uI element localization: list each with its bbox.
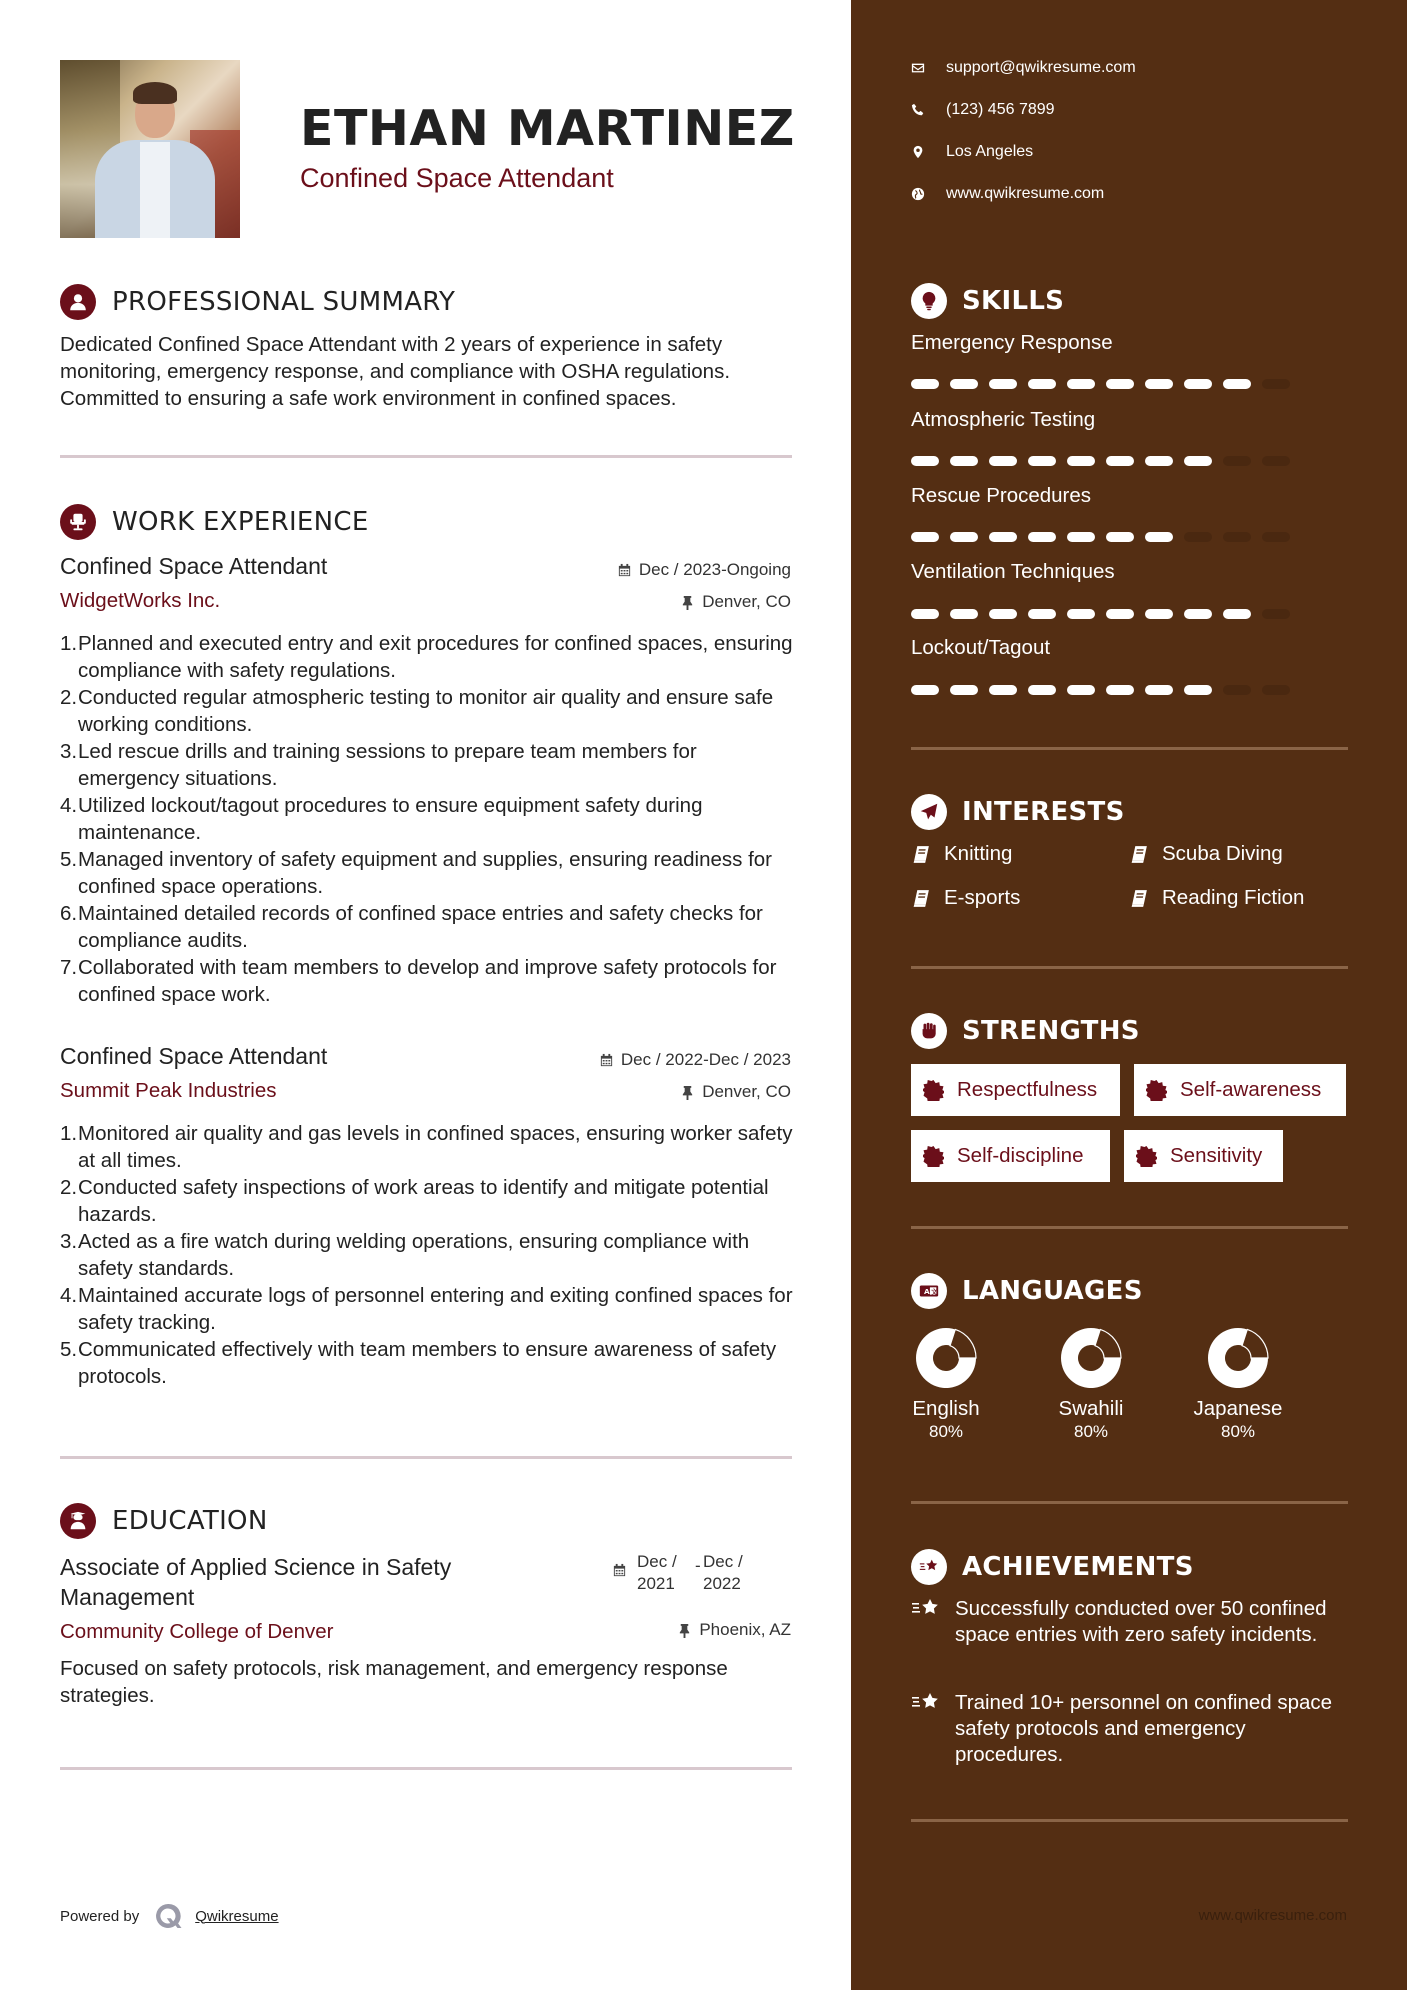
skill-segment — [1106, 609, 1134, 619]
language-donut-chart — [1206, 1326, 1270, 1390]
skill-segment — [1106, 379, 1134, 389]
date-separator: - — [695, 1556, 701, 1575]
language-name: Japanese — [1193, 1397, 1283, 1420]
job-location-text: Denver, CO — [702, 1082, 791, 1101]
section-title: INTERESTS — [962, 797, 1125, 827]
language-donut-chart — [914, 1326, 978, 1390]
list-item: 2. Conducted safety inspections of work areas to identify and mitigate potential hazards. — [60, 1176, 769, 1226]
job-company: WidgetWorks Inc. — [60, 589, 221, 612]
skill-segment — [1184, 685, 1212, 695]
calendar-icon — [612, 1563, 627, 1578]
language-item — [1041, 1326, 1141, 1443]
job-location — [680, 1082, 791, 1102]
fist-icon — [911, 1013, 947, 1049]
education-location — [677, 1620, 791, 1640]
list-item: 3. Led rescue drills and training sessions to prepare team members for emergency situations. — [60, 740, 697, 790]
skill-segment — [1223, 685, 1251, 695]
contact-website-text: www.qwikresume.com — [946, 185, 1105, 202]
degree-title: Associate of Applied Science in Safety Management — [60, 1554, 452, 1610]
skill-segment — [1262, 532, 1290, 542]
footer-url: www.qwikresume.com — [1198, 1907, 1347, 1924]
job-dates — [599, 1050, 791, 1070]
sidebar — [851, 0, 1407, 1990]
candidate-title: Confined Space Attendant — [300, 163, 614, 193]
skill-rating-bar — [911, 685, 1301, 695]
badge-icon — [1146, 1080, 1167, 1101]
list-item: 4. Utilized lockout/tagout procedures to ensure equipment safety during maintenance. — [60, 794, 703, 844]
strength-chip — [1134, 1064, 1346, 1116]
qwikresume-link[interactable]: Qwikresume — [195, 1907, 279, 1925]
contact-phone-text: (123) 456 7899 — [946, 101, 1055, 118]
job-location-text: Denver, CO — [702, 592, 791, 611]
book-icon — [1129, 888, 1150, 909]
lightbulb-icon — [911, 283, 947, 319]
envelope-icon — [911, 61, 925, 75]
job-responsibilities — [60, 1120, 795, 1390]
section-title: ACHIEVEMENTS — [962, 1552, 1194, 1582]
language-name: Swahili — [1058, 1397, 1124, 1420]
phone-icon — [911, 103, 925, 117]
skill-segment — [1184, 609, 1212, 619]
skill-segment — [1106, 532, 1134, 542]
section-title: STRENGTHS — [962, 1016, 1140, 1046]
list-item: 2. Conducted regular atmospheric testing to monitor air quality and ensure safe working conditions. — [60, 686, 774, 736]
skill-segment — [1262, 609, 1290, 619]
skill-segment — [911, 379, 939, 389]
section-divider — [60, 455, 792, 458]
skill-segment — [1145, 456, 1173, 466]
pushpin-icon — [680, 595, 695, 610]
strength-chip — [911, 1064, 1120, 1116]
strength-chip — [911, 1130, 1110, 1182]
skill-segment — [1067, 456, 1095, 466]
strength-label: Self-awareness — [1180, 1078, 1322, 1101]
section-title: PROFESSIONAL SUMMARY — [112, 287, 456, 317]
book-icon — [911, 888, 932, 909]
job-title: Confined Space Attendant — [60, 553, 328, 579]
user-icon — [60, 284, 96, 320]
svg-text:文: 文 — [931, 1287, 938, 1296]
shooting-star-icon — [911, 1596, 941, 1622]
skill-segment — [1067, 685, 1095, 695]
job-dates-text: Dec / 2022-Dec / 2023 — [620, 1050, 791, 1069]
qwikresume-logo-icon — [153, 1901, 183, 1931]
interest-item — [911, 842, 1012, 866]
skill-segment — [1067, 532, 1095, 542]
skill-name: Lockout/Tagout — [911, 636, 1051, 659]
skill-segment — [1028, 685, 1056, 695]
calendar-icon — [617, 563, 632, 578]
skill-segment — [950, 609, 978, 619]
svg-text:A: A — [923, 1287, 930, 1297]
candidate-name: ETHAN MARTINEZ — [300, 100, 795, 157]
skill-segment — [950, 456, 978, 466]
skill-segment — [1223, 609, 1251, 619]
achievements-heading — [911, 1549, 1194, 1585]
skill-segment — [1067, 609, 1095, 619]
interests-heading — [911, 794, 1125, 830]
education-end-date: Dec / 2022 — [703, 1552, 743, 1593]
skill-segment — [1106, 685, 1134, 695]
skill-segment — [1184, 379, 1212, 389]
graduate-icon — [60, 1503, 96, 1539]
job-responsibilities — [60, 630, 795, 1008]
skill-segment — [1223, 456, 1251, 466]
office-chair-icon — [60, 504, 96, 540]
section-divider — [911, 747, 1348, 750]
profile-photo — [60, 60, 240, 238]
skill-segment — [1028, 379, 1056, 389]
section-title: LANGUAGES — [962, 1276, 1143, 1306]
skill-segment — [950, 685, 978, 695]
section-divider — [60, 1767, 792, 1770]
interest-label: Scuba Diving — [1162, 842, 1283, 865]
skill-segment — [1262, 456, 1290, 466]
list-item: 1. Monitored air quality and gas levels in confined spaces, ensuring worker safety at all times. — [60, 1122, 793, 1172]
skill-segment — [1028, 456, 1056, 466]
shooting-star-icon — [911, 1690, 941, 1716]
badge-icon — [923, 1080, 944, 1101]
achievement-item — [911, 1596, 1351, 1648]
contact-location — [911, 143, 1033, 161]
list-item: 4. Maintained accurate logs of personnel entering and exiting confined spaces for safety tracking. — [60, 1284, 793, 1334]
globe-icon — [911, 187, 925, 201]
job-dates-text: Dec / 2023-Ongoing — [638, 560, 791, 579]
skill-segment — [1145, 609, 1173, 619]
interest-label: Reading Fiction — [1162, 886, 1305, 909]
summary-text: Dedicated Confined Space Attendant with 2 years of experience in safety monitoring, emergency response, and compliance with OSHA regulations. Committed to ensuring a safe work environment in confined spaces. — [60, 333, 731, 410]
experience-heading — [60, 504, 369, 540]
skill-segment — [950, 379, 978, 389]
powered-by-label: Powered by — [60, 1907, 140, 1925]
skill-name: Emergency Response — [911, 331, 1113, 354]
job-location — [680, 592, 791, 612]
list-item: 7. Collaborated with team members to develop and improve safety protocols for confined space work. — [60, 956, 777, 1006]
skill-rating-bar — [911, 379, 1301, 389]
badge-icon — [923, 1146, 944, 1167]
skill-name: Ventilation Techniques — [911, 560, 1115, 583]
interest-label: E-sports — [944, 886, 1021, 909]
achievement-text: Successfully conducted over 50 confined space entries with zero safety incidents. — [955, 1597, 1327, 1646]
skill-rating-bar — [911, 609, 1301, 619]
section-divider — [911, 1819, 1348, 1822]
skill-segment — [989, 532, 1017, 542]
summary-heading — [60, 284, 455, 320]
strength-label: Sensitivity — [1170, 1144, 1263, 1167]
contact-phone[interactable] — [911, 101, 1055, 119]
skill-segment — [989, 379, 1017, 389]
skill-name: Rescue Procedures — [911, 484, 1092, 507]
skill-segment — [989, 685, 1017, 695]
education-location-text: Phoenix, AZ — [699, 1620, 791, 1639]
strengths-heading — [911, 1013, 1140, 1049]
skill-segment — [1145, 532, 1173, 542]
book-icon — [1129, 844, 1150, 865]
section-divider — [911, 1501, 1348, 1504]
skill-segment — [1145, 379, 1173, 389]
list-item: 1. Planned and executed entry and exit procedures for confined spaces, ensuring compliance with safety regulations. — [60, 632, 793, 682]
list-item: 5. Communicated effectively with team members to ensure awareness of safety protocols. — [60, 1338, 777, 1388]
strength-label: Respectfulness — [957, 1078, 1098, 1101]
strength-chip — [1124, 1130, 1283, 1182]
skill-segment — [1223, 532, 1251, 542]
section-title: EDUCATION — [112, 1506, 268, 1536]
skill-segment — [911, 456, 939, 466]
pushpin-icon — [677, 1623, 692, 1638]
section-divider — [911, 966, 1348, 969]
interest-item — [1129, 886, 1304, 910]
job-company: Summit Peak Industries — [60, 1079, 277, 1102]
interest-label: Knitting — [944, 842, 1013, 865]
skill-segment — [1028, 532, 1056, 542]
language-percent: 80% — [928, 1422, 964, 1441]
skill-segment — [911, 532, 939, 542]
education-description: Focused on safety protocols, risk management, and emergency response strategies. — [60, 1657, 728, 1707]
calendar-icon — [599, 1053, 614, 1068]
skill-segment — [1184, 532, 1212, 542]
section-divider — [911, 1226, 1348, 1229]
achievement-text: Trained 10+ personnel on confined space safety protocols and emergency procedures. — [955, 1691, 1333, 1766]
job-title: Confined Space Attendant — [60, 1043, 328, 1069]
language-name: English — [912, 1397, 980, 1420]
skill-segment — [989, 456, 1017, 466]
section-title: SKILLS — [962, 286, 1065, 316]
skill-segment — [989, 609, 1017, 619]
map-pin-icon — [911, 145, 925, 159]
paper-plane-icon — [911, 794, 947, 830]
language-percent: 80% — [1073, 1422, 1109, 1441]
section-title: WORK EXPERIENCE — [112, 507, 369, 537]
skill-segment — [1028, 609, 1056, 619]
skill-segment — [1067, 379, 1095, 389]
education-start-date: Dec / 2021 — [637, 1552, 677, 1593]
skill-segment — [950, 532, 978, 542]
badge-icon — [1136, 1146, 1157, 1167]
skill-segment — [1184, 456, 1212, 466]
skill-segment — [1223, 379, 1251, 389]
list-item: 6. Maintained detailed records of confined space entries and safety checks for compliance audits. — [60, 902, 763, 952]
contact-location-text: Los Angeles — [946, 143, 1034, 160]
contact-email[interactable] — [911, 59, 1136, 77]
skill-segment — [911, 609, 939, 619]
translate-icon — [911, 1273, 947, 1309]
skill-name: Atmospheric Testing — [911, 408, 1096, 431]
pushpin-icon — [680, 1085, 695, 1100]
skill-segment — [1106, 456, 1134, 466]
school-name: Community College of Denver — [60, 1620, 334, 1643]
education-dates — [612, 1551, 753, 1595]
contact-website[interactable] — [911, 185, 1104, 203]
contact-email-text: support@qwikresume.com — [946, 59, 1136, 76]
powered-by — [60, 1901, 279, 1931]
interest-item — [911, 886, 1020, 910]
language-donut-chart — [1059, 1326, 1123, 1390]
strength-label: Self-discipline — [957, 1144, 1084, 1167]
skill-segment — [1145, 685, 1173, 695]
job-dates — [617, 560, 791, 580]
education-heading — [60, 1503, 268, 1539]
language-percent: 80% — [1220, 1422, 1256, 1441]
interest-item — [1129, 842, 1283, 866]
achievement-item — [911, 1690, 1351, 1768]
skill-segment — [1262, 379, 1290, 389]
languages-heading — [911, 1273, 1143, 1309]
shooting-star-icon — [911, 1549, 947, 1585]
skill-rating-bar — [911, 532, 1301, 542]
list-item: 5. Managed inventory of safety equipment and supplies, ensuring readiness for confined space operations. — [60, 848, 773, 898]
language-item — [1188, 1326, 1288, 1443]
language-item — [896, 1326, 996, 1443]
list-item: 3. Acted as a fire watch during welding operations, ensuring compliance with safety standards. — [60, 1230, 750, 1280]
skill-segment — [1262, 685, 1290, 695]
book-icon — [911, 844, 932, 865]
skills-heading — [911, 283, 1064, 319]
section-divider — [60, 1456, 792, 1459]
skill-segment — [911, 685, 939, 695]
skill-rating-bar — [911, 456, 1301, 466]
